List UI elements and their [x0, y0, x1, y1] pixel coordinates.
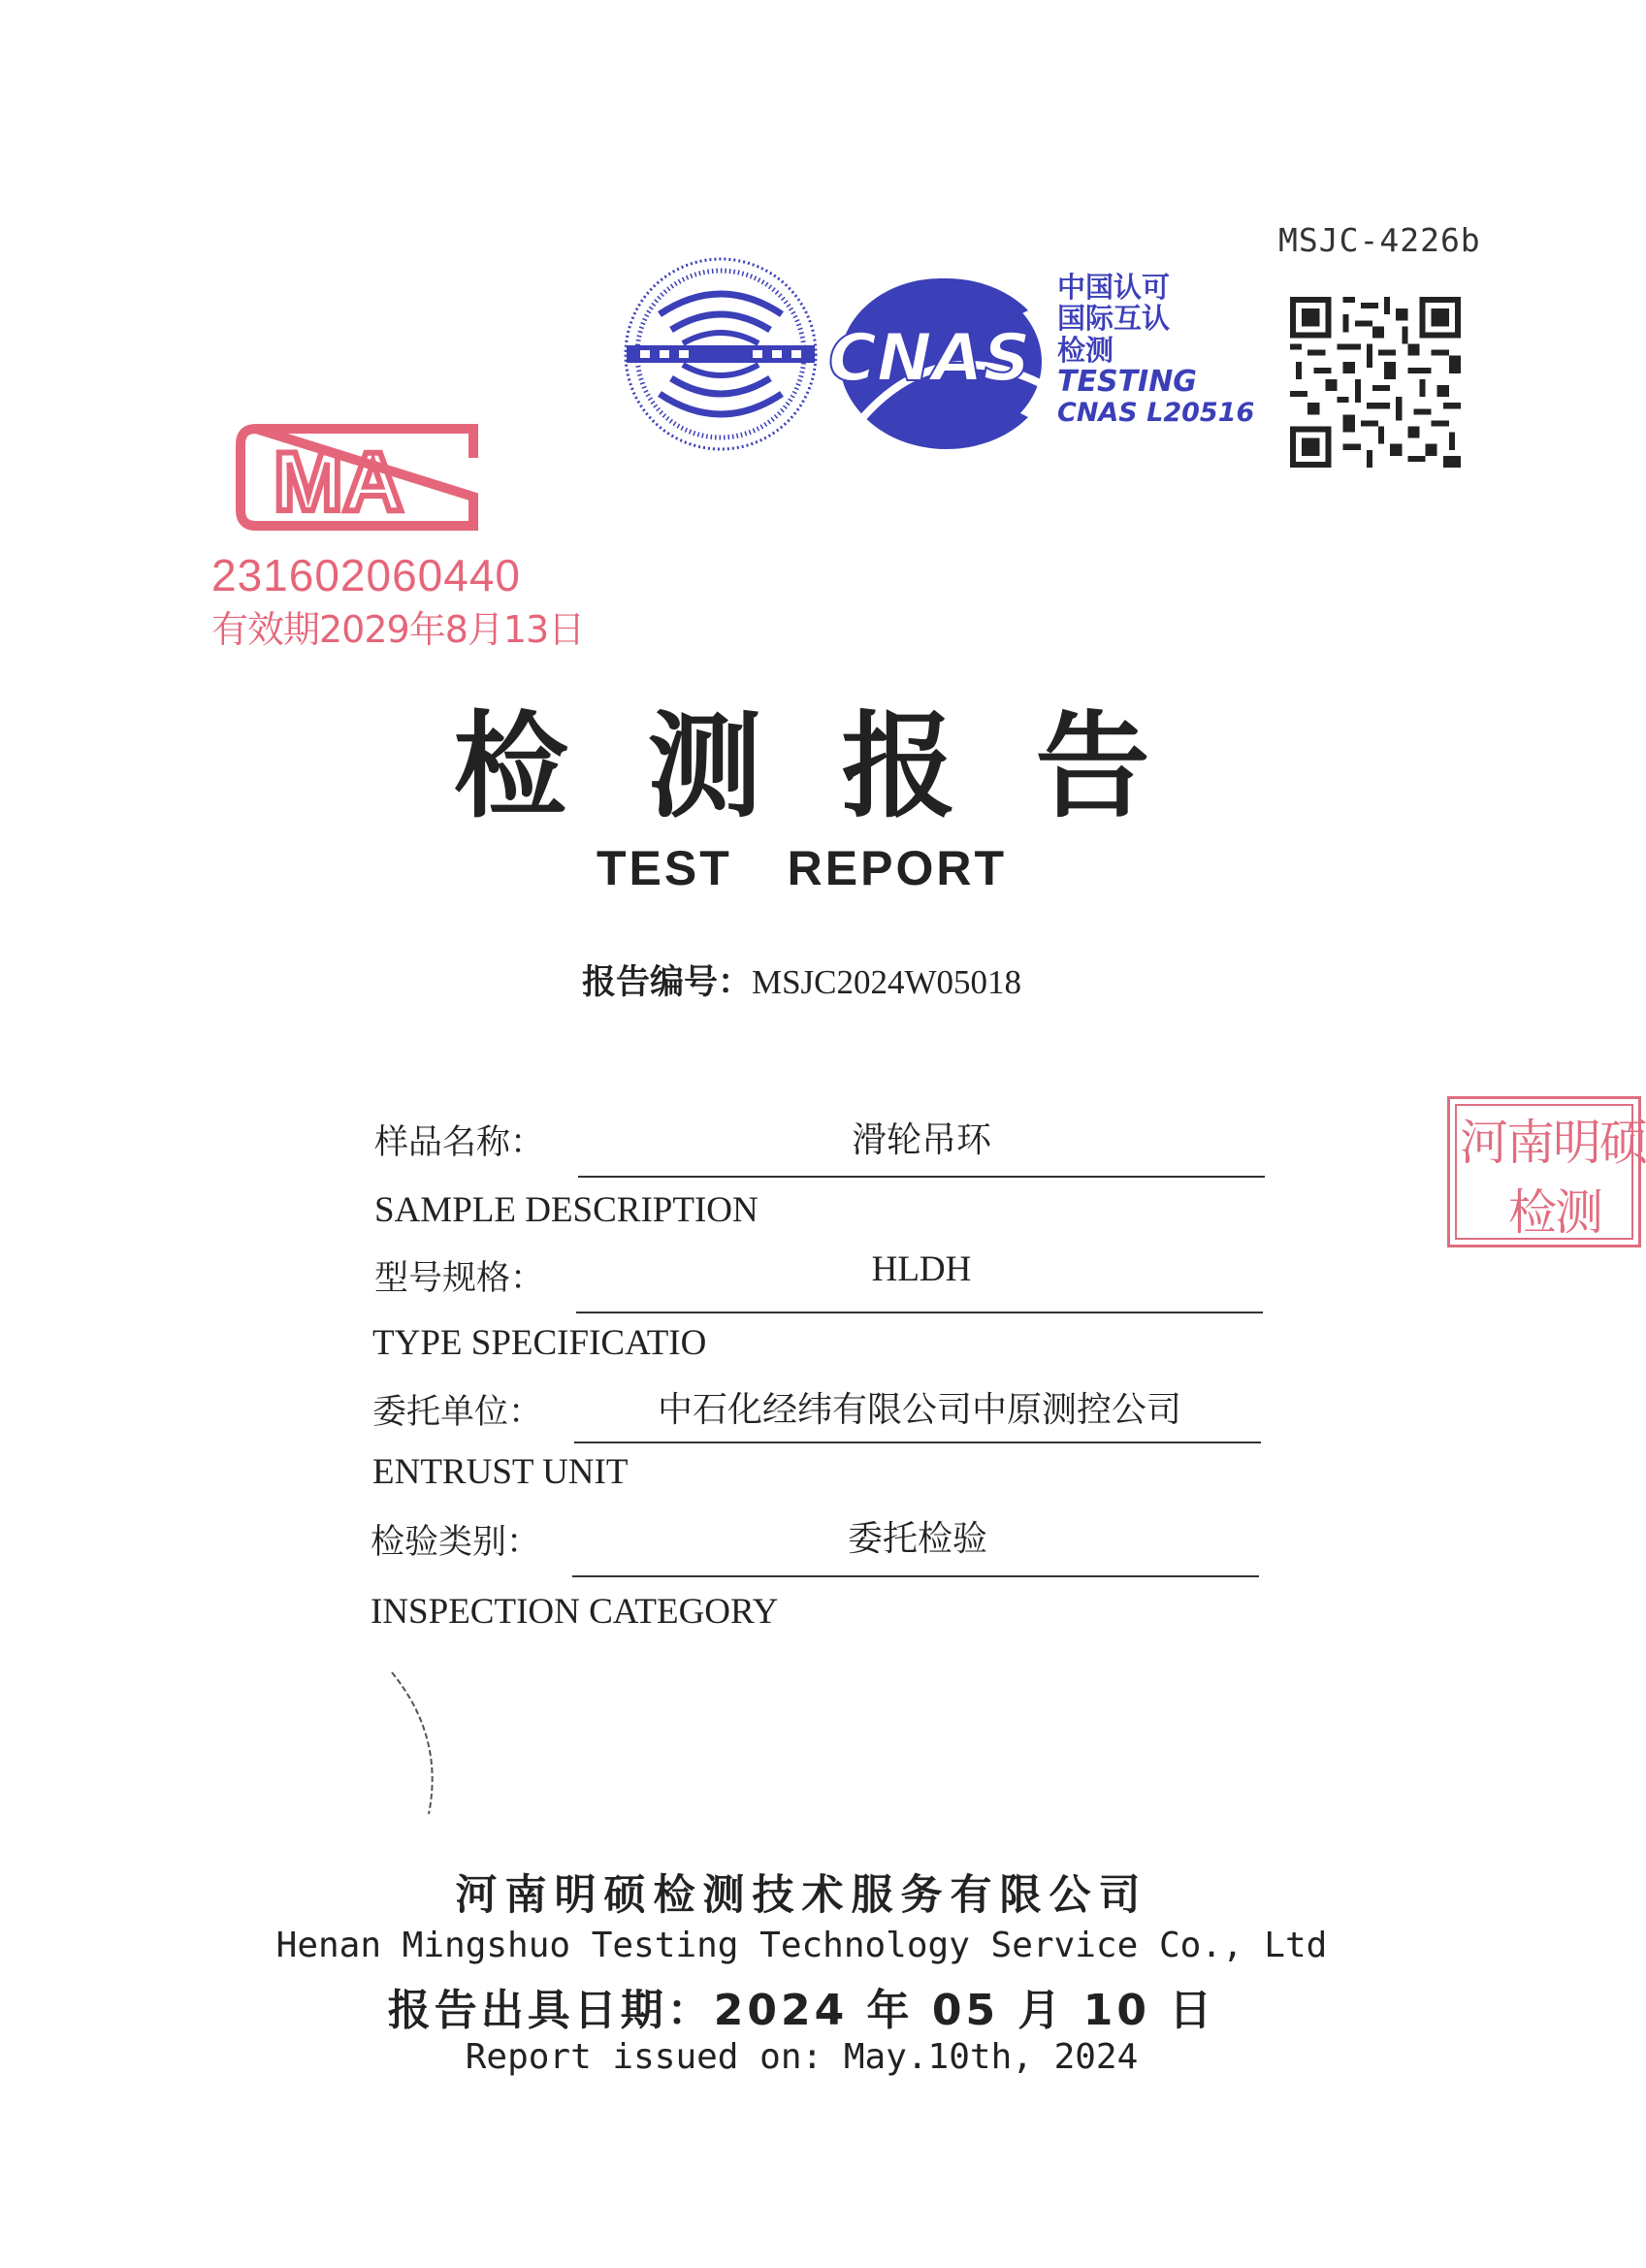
entrust-label-cn: 委托单位： — [372, 1393, 543, 1432]
entrust-label-en: ENTRUST UNIT — [372, 1452, 629, 1492]
sample-label-en: SAMPLE DESCRIPTION — [374, 1190, 758, 1230]
sample-rule — [578, 1176, 1265, 1178]
category-label-cn: 检验类别： — [371, 1523, 541, 1562]
type-rule — [576, 1312, 1263, 1313]
cnas-line-3: 检测 — [1057, 333, 1114, 367]
entrust-value: 中石化经纬有限公司中原测控公司 — [657, 1390, 1181, 1430]
company-name-en: Henan Mingshuo Testing Technology Service Co., Ltd — [275, 1926, 1328, 1965]
cnas-logo-text: CNAS — [828, 320, 1031, 397]
category-rule — [572, 1575, 1259, 1577]
type-label-en: TYPE SPECIFICATIO — [372, 1323, 707, 1363]
report-number-value: MSJC2024W05018 — [751, 963, 1022, 1001]
sample-value: 滑轮吊环 — [851, 1120, 991, 1160]
pen-mark — [386, 1669, 454, 1824]
ma-stamp-letters: MA — [274, 436, 403, 529]
cnas-code: CNAS L20516 — [1057, 398, 1255, 428]
cnas-line-2: 国际互认 — [1057, 302, 1171, 336]
title-en: TEST REPORT — [596, 841, 1008, 895]
company-stamp-line-2: 检测 — [1508, 1184, 1601, 1241]
ma-stamp-validity: 有效期2029年8月13日 — [211, 608, 585, 651]
ma-stamp-number: 231602060440 — [211, 550, 521, 600]
company-stamp-line-1: 河南明硕 — [1460, 1115, 1646, 1171]
type-label-cn: 型号规格： — [374, 1259, 545, 1298]
report-number — [0, 956, 1603, 1004]
cnas-logo — [824, 272, 1057, 452]
qr-code — [1290, 297, 1461, 468]
issue-date-en: Report issued on: May.10th, 2024 — [465, 2037, 1139, 2077]
category-value: 委托检验 — [847, 1519, 987, 1559]
entrust-rule — [574, 1442, 1261, 1443]
report-number-label: 报告编号： — [581, 963, 752, 1002]
calibration-logo — [621, 254, 821, 454]
category-label-en: INSPECTION CATEGORY — [371, 1592, 779, 1632]
ma-stamp-logo — [235, 419, 479, 535]
company-name-cn: 河南明硕检测技术服务有限公司 — [455, 1871, 1148, 1920]
sample-label-cn: 样品名称： — [374, 1123, 545, 1162]
title-cn: 检测报告 — [453, 698, 1230, 833]
type-value: HLDH — [871, 1249, 972, 1289]
cnas-accreditation-text — [1057, 272, 1254, 428]
cnas-line-1: 中国认可 — [1057, 271, 1171, 304]
issue-date-cn: 报告出具日期：2024 年 05 月 10 日 — [387, 1986, 1216, 2035]
document-code: MSJC-4226b — [1278, 221, 1481, 259]
cnas-testing: TESTING — [1057, 365, 1197, 400]
